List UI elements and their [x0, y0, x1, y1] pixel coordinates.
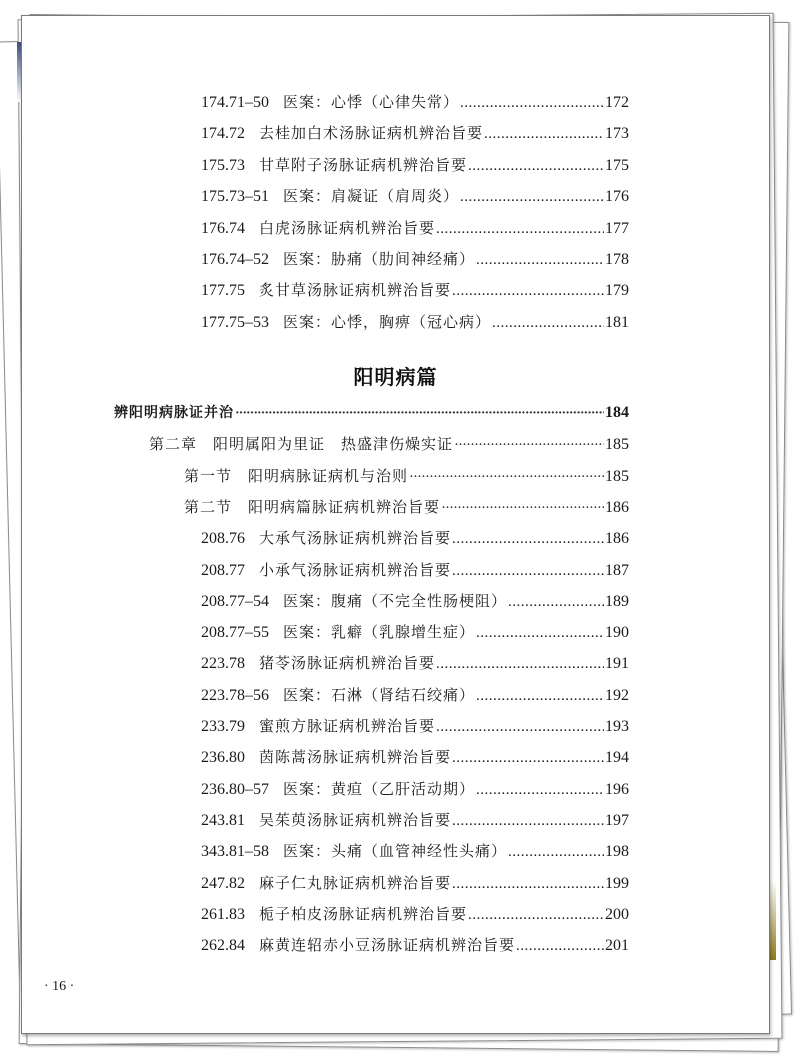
entry-title: 辨阳明病脉证并治	[114, 405, 234, 421]
entry-code: 208.76	[201, 530, 245, 548]
entry-code: 175.73–51	[201, 188, 269, 206]
entry-page-number: 201	[605, 937, 629, 955]
entry-code: 247.82	[201, 874, 245, 892]
toc-entry[interactable]	[201, 653, 629, 674]
entry-title: 医案：石淋（肾结石绞痛）	[283, 685, 476, 704]
dot-leader	[436, 654, 604, 674]
entry-code: 174.71–50	[201, 94, 269, 111]
dot-leader	[476, 250, 604, 270]
entry-title: 栀子柏皮汤脉证病机辨治旨要	[259, 904, 468, 923]
dot-leader	[235, 404, 604, 424]
entry-code: 177.75–53	[201, 313, 269, 331]
dot-leader	[468, 156, 604, 176]
dot-leader	[452, 529, 604, 549]
section-heading: 阳明病篇	[353, 365, 438, 389]
dot-leader	[452, 561, 604, 581]
entry-code: 262.84	[201, 937, 245, 955]
entry-code: 261.83	[201, 905, 245, 923]
entry-page-number: 192	[605, 686, 629, 704]
entry-code: 177.75	[201, 282, 245, 300]
toc-entry[interactable]	[201, 186, 629, 207]
entry-page-number: 185	[605, 436, 629, 454]
toc-entry[interactable]	[201, 873, 629, 894]
toc-entry[interactable]	[201, 622, 629, 643]
page-number: · 16 ·	[44, 979, 75, 994]
toc-entry[interactable]	[201, 312, 629, 333]
dot-leader	[508, 592, 604, 612]
entry-page-number: 186	[605, 498, 629, 516]
entry-page-number: 185	[605, 467, 629, 485]
toc-entry[interactable]	[201, 904, 629, 925]
toc-entry[interactable]	[184, 497, 629, 518]
dot-leader	[516, 936, 604, 956]
entry-page-number: 175	[605, 156, 629, 174]
entry-title: 蜜煎方脉证病机辨治旨要	[259, 717, 436, 735]
toc-entry[interactable]	[201, 155, 629, 176]
entry-page-number: 193	[605, 718, 629, 735]
toc-entry[interactable]	[201, 747, 629, 768]
toc-entry[interactable]	[201, 249, 629, 270]
toc-entry[interactable]	[201, 218, 629, 239]
dot-leader	[476, 623, 604, 643]
toc-entry[interactable]	[201, 560, 629, 581]
dot-leader	[484, 124, 604, 144]
entry-page-number: 196	[605, 780, 629, 798]
toc-entry[interactable]	[201, 280, 629, 301]
toc-entry[interactable]	[114, 403, 629, 424]
toc-entry[interactable]	[201, 810, 629, 831]
entry-page-number: 198	[605, 843, 629, 861]
entry-title: 医案：心悸，胸痹（冠心病）	[283, 312, 492, 331]
entry-code: 175.73	[201, 156, 245, 174]
entry-title: 甘草附子汤脉证病机辨治旨要	[259, 155, 468, 174]
entry-title: 小承气汤脉证病机辨治旨要	[259, 560, 452, 579]
entry-title: 猪苓汤脉证病机辨治旨要	[259, 654, 436, 673]
entry-page-number: 186	[605, 530, 629, 548]
entry-code: 208.77–55	[201, 624, 269, 642]
dot-leader	[508, 842, 604, 862]
entry-page-number: 194	[605, 749, 629, 767]
toc-entry[interactable]	[184, 466, 629, 487]
entry-page-number: 189	[605, 592, 629, 610]
toc-entry[interactable]	[201, 92, 629, 113]
cover-edge	[770, 880, 776, 960]
dot-leader	[476, 686, 604, 706]
entry-title: 第二节 阳明病篇脉证病机辨治旨要	[184, 497, 441, 516]
entry-title: 大承气汤脉证病机辨治旨要	[259, 529, 452, 548]
dot-leader	[460, 93, 604, 113]
dot-leader	[441, 498, 604, 518]
dot-leader	[452, 874, 604, 894]
entry-page-number: 181	[605, 313, 629, 331]
toc-entry[interactable]	[201, 779, 629, 800]
entry-page-number: 200	[605, 905, 629, 923]
entry-page-number: 179	[605, 282, 629, 300]
toc-entry[interactable]	[149, 434, 629, 455]
toc-entry[interactable]	[201, 123, 629, 144]
entry-page-number: 184	[605, 404, 629, 421]
dot-leader	[436, 219, 604, 239]
entry-page-number: 199	[605, 874, 629, 892]
dot-leader	[452, 811, 604, 831]
entry-page-number: 191	[605, 655, 629, 673]
entry-page-number: 172	[605, 94, 629, 111]
toc-entry[interactable]	[201, 935, 629, 956]
entry-title: 医案：头痛（血管神经性头痛）	[283, 842, 508, 861]
entry-title: 医案：黄疸（乙肝活动期）	[283, 779, 476, 798]
entry-page-number: 197	[605, 811, 629, 829]
entry-title: 吴茱萸汤脉证病机辨治旨要	[259, 810, 452, 829]
entry-title: 医案：心悸（心律失常）	[283, 93, 460, 111]
entry-code: 223.78	[201, 655, 245, 673]
toc-entry[interactable]	[201, 841, 629, 862]
entry-title: 白虎汤脉证病机辨治旨要	[259, 218, 436, 237]
toc-entry[interactable]	[201, 528, 629, 549]
entry-page-number: 177	[605, 219, 629, 237]
dot-leader	[454, 435, 604, 455]
entry-code: 174.72	[201, 125, 245, 143]
entry-title: 麻黄连轺赤小豆汤脉证病机辨治旨要	[259, 936, 516, 955]
entry-title: 炙甘草汤脉证病机辨治旨要	[259, 281, 452, 300]
entry-page-number: 173	[605, 125, 629, 143]
entry-page-number: 176	[605, 188, 629, 206]
dot-leader	[452, 281, 604, 301]
dot-leader	[468, 905, 604, 925]
entry-title: 医案：肩凝证（肩周炎）	[283, 187, 460, 206]
entry-title: 第二章 阳明属阳为里证 热盛津伤燥实证	[149, 435, 454, 454]
toc-page	[21, 15, 770, 1034]
dot-leader	[492, 313, 604, 333]
entry-title: 麻子仁丸脉证病机辨治旨要	[259, 873, 452, 892]
dot-leader	[409, 467, 604, 487]
entry-code: 236.80–57	[201, 780, 269, 798]
entry-code: 208.77–54	[201, 592, 269, 610]
entry-code: 243.81	[201, 811, 245, 829]
toc-entry[interactable]	[201, 716, 629, 737]
entry-title: 医案：腹痛（不完全性肠梗阻）	[283, 591, 508, 610]
entry-title: 医案：胁痛（肋间神经痛）	[283, 250, 476, 268]
dot-leader	[452, 748, 604, 768]
entry-code: 176.74	[201, 219, 245, 237]
entry-title: 茵陈蒿汤脉证病机辨治旨要	[259, 748, 452, 767]
dot-leader	[436, 717, 604, 737]
entry-code: 223.78–56	[201, 686, 269, 704]
entry-code: 233.79	[201, 718, 245, 735]
toc-entry[interactable]	[201, 685, 629, 706]
dot-leader	[460, 187, 604, 207]
entry-page-number: 187	[605, 561, 629, 579]
entry-page-number: 190	[605, 624, 629, 642]
entry-title: 去桂加白术汤脉证病机辨治旨要	[259, 124, 484, 143]
toc-entry[interactable]	[201, 591, 629, 612]
entry-title: 第一节 阳明病脉证病机与治则	[184, 466, 409, 485]
dot-leader	[476, 780, 604, 800]
entry-page-number: 178	[605, 251, 629, 268]
entry-code: 236.80	[201, 749, 245, 767]
entry-code: 343.81–58	[201, 843, 269, 861]
entry-code: 176.74–52	[201, 251, 269, 268]
entry-title: 医案：乳癖（乳腺增生症）	[283, 623, 476, 642]
entry-code: 208.77	[201, 561, 245, 579]
